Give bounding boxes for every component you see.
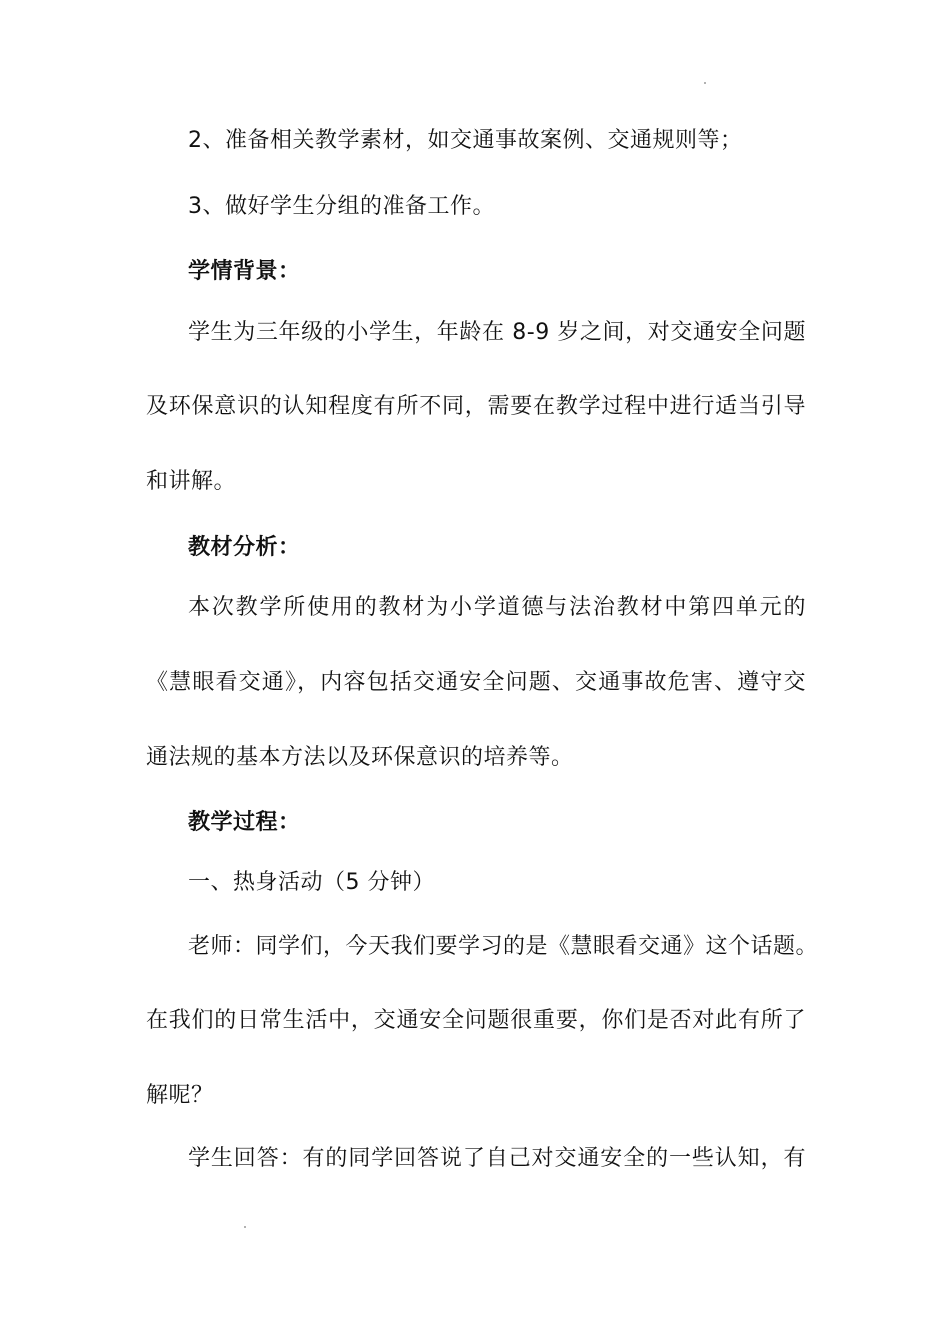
paragraph-line: 在我们的日常生活中，交通安全问题很重要，你们是否对此有所了: [146, 1008, 806, 1033]
list-item-3: 3、做好学生分组的准备工作。: [188, 194, 495, 219]
paragraph-line: 学生回答：有的同学回答说了自己对交通安全的一些认知，有: [188, 1146, 806, 1171]
page-mark-bottom: [244, 1226, 246, 1228]
paragraph-line: 本次教学所使用的教材为小学道德与法治教材中第四单元的: [188, 595, 806, 620]
paragraph-line: 及环保意识的认知程度有所不同，需要在教学过程中进行适当引导: [146, 394, 806, 419]
paragraph-line: 通法规的基本方法以及环保意识的培养等。: [146, 745, 574, 770]
section-heading-teaching-process: 教学过程：: [188, 810, 301, 835]
list-item-2: 2、准备相关教学素材，如交通事故案例、交通规则等；: [188, 128, 743, 153]
paragraph-line: 和讲解。: [146, 469, 237, 494]
paragraph-line: 学生为三年级的小学生，年龄在 8-9 岁之间，对交通安全问题: [188, 320, 806, 345]
paragraph-line: 《慧眼看交通》，内容包括交通安全问题、交通事故危害、遵守交: [146, 670, 806, 695]
subsection-title-warmup: 一、热身活动（5 分钟）: [188, 870, 435, 895]
section-heading-material-analysis: 教材分析：: [188, 535, 301, 560]
paragraph-line: 解呢？: [146, 1083, 214, 1108]
page-mark-top: [704, 82, 706, 84]
paragraph-line: 老师：同学们，今天我们要学习的是《慧眼看交通》这个话题。: [188, 934, 819, 959]
section-heading-student-background: 学情背景：: [188, 259, 301, 284]
